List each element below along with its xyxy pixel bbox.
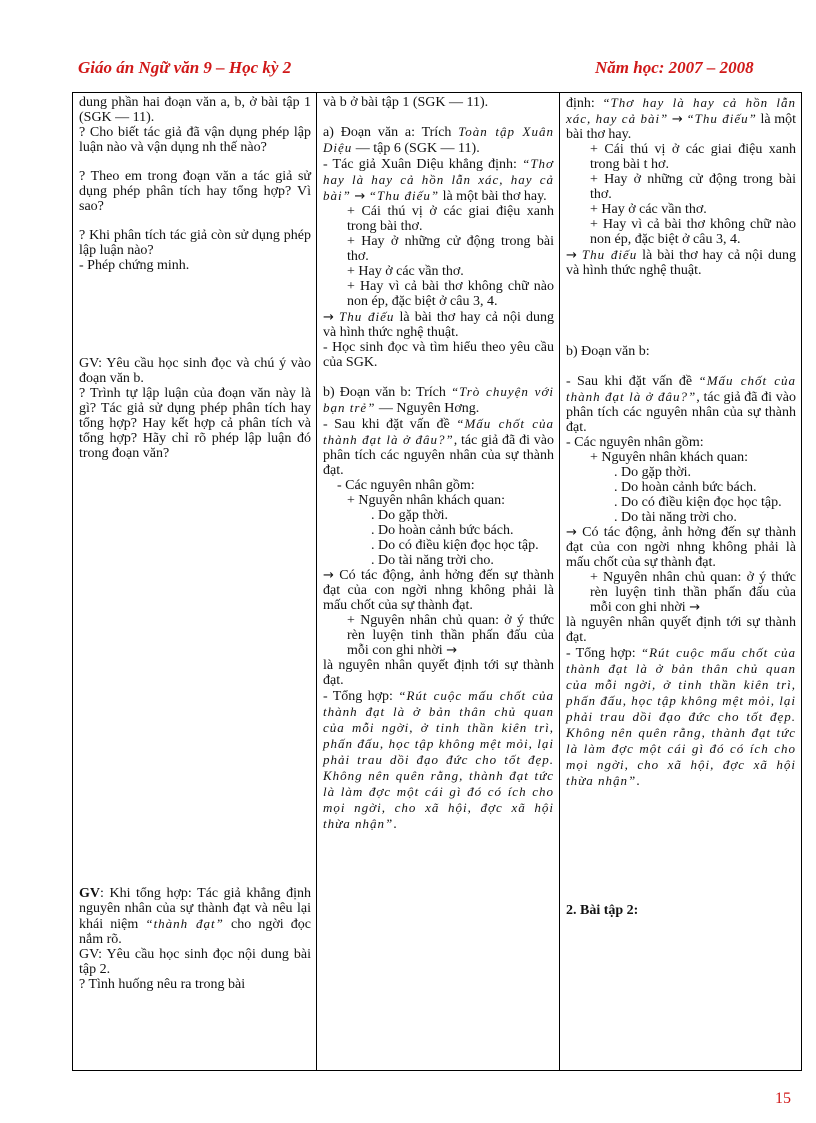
text-line: là nguyên nhân quyết định tới sự thành đạt. bbox=[323, 658, 554, 688]
page-number: 15 bbox=[775, 1090, 791, 1107]
teacher-instruction: GV: Yêu cầu học sinh đọc nội dung bài tập 2. bbox=[79, 947, 311, 977]
arrow-right-icon: → bbox=[354, 189, 366, 204]
header-right-year: Năm học: 2007 – 2008 bbox=[595, 58, 754, 77]
text-span: là một bài thơ hay. bbox=[439, 189, 547, 204]
text-span: - Tác giả Xuân Diệu khẳng định: bbox=[323, 157, 523, 172]
arrow-right-icon: → bbox=[689, 600, 701, 615]
text-span: cho ngời đọc nắm rõ. bbox=[79, 917, 311, 947]
text-span: , tác giả đã đi vào phân tích các nguyên nhân của sự thành đạt. bbox=[323, 433, 554, 478]
list-item: + Hay vì cả bài thơ không chữ nào non ép, đặc biệt ở câu 3, 4. bbox=[590, 217, 796, 247]
synthesis-text bbox=[323, 688, 554, 832]
arrow-right-icon: → bbox=[323, 568, 334, 583]
quote-span: “Rút cuộc mấu chốt của thành đạt là ở bản thân chủ quan của mỗi ngời, ở tinh thần kiên trì, phấn đấu, học tập không mệt mỏi, lại phải trau dồi đạo đức cho tốt đẹp. Không nên quên rằng, thành đạt tức là làm đợc một cái gì đó có ích cho mọi ngời, cho xã hội, đợc xã hội thừa nhận” bbox=[566, 645, 796, 788]
list-item: . Do có điều kiện đọc học tập. bbox=[371, 538, 539, 553]
title-span: Thu điếu bbox=[338, 309, 395, 324]
text-span: + Nguyên nhân chủ quan: ở ý thức rèn luyện tinh thần phấn đấu của mỗi con ghi nhời bbox=[590, 570, 796, 615]
claim-text bbox=[323, 156, 554, 204]
quote-span: “Thu điếu” bbox=[368, 188, 440, 203]
text-span: - Tổng hợp: bbox=[323, 689, 399, 704]
text-span: + Nguyên nhân chủ quan: ở ý thức rèn luyện tinh thần phấn đấu của mỗi con ghi nhời bbox=[347, 613, 554, 658]
text-span: . bbox=[636, 774, 640, 789]
conclusion-text bbox=[323, 309, 554, 340]
text-span: định: bbox=[566, 96, 603, 111]
text-span: b) Đoạn văn b: Trích bbox=[323, 385, 451, 400]
synthesis-text bbox=[566, 645, 796, 789]
quote-span: “Thơ hay là hay cả hồn lẫn xác, hay cả bài” bbox=[323, 156, 554, 203]
section-heading: 2. Bài tập 2: bbox=[566, 903, 639, 918]
text-span: là bài thơ hay cả nội dung và hình thức nghệ thuật. bbox=[566, 248, 796, 278]
gv-label: GV bbox=[79, 886, 100, 901]
conclusion-text bbox=[566, 525, 796, 570]
arrow-right-icon: → bbox=[323, 310, 334, 325]
text-span: - Sau khi đặt vấn đề bbox=[323, 417, 457, 432]
analysis-text bbox=[566, 373, 796, 435]
list-item bbox=[566, 570, 796, 615]
list-item: . Do gặp thời. bbox=[371, 508, 449, 523]
title-span: “Trò chuyện với bạn trẻ” bbox=[323, 384, 554, 415]
list-item: + Nguyên nhân khách quan: bbox=[347, 493, 505, 508]
question-text: ? Theo em trong đoạn văn a tác giả sử dụng phép phân tích hay tổng hợp? Vì sao? bbox=[79, 169, 311, 214]
list-item: + Hay ở những cử động trong bài thơ. bbox=[590, 172, 796, 202]
quote-span: “Rút cuộc mấu chốt của thành đạt là ở bản thân chủ quan của mỗi ngời, ở tinh thần kiên trì, phấn đấu, học tập không mệt mỏi, lại phải trau dồi đạo đức cho tốt đẹp. Không nên quên rằng, thành đạt tức là làm đợc một cái gì đó có ích cho mọi ngời, cho xã hội, đợc xã hội thừa nhận” bbox=[323, 688, 554, 831]
text-line: dung phần hai đoạn văn a, b, ở bài tập 1 (SGK — 11). bbox=[79, 95, 311, 125]
arrow-right-icon: → bbox=[566, 525, 577, 540]
quote-span: “Thu điếu” bbox=[686, 111, 757, 126]
header-left-title: Giáo án Ngữ văn 9 – Học kỳ 2 bbox=[78, 58, 292, 77]
list-item bbox=[323, 613, 554, 658]
list-item: + Cái thú vị ở các giai điệu xanh trong bài thơ. bbox=[347, 204, 554, 234]
list-item: . Do hoàn cảnh bức bách. bbox=[371, 523, 514, 538]
text-span: — tập 6 (SGK — 11). bbox=[352, 141, 480, 156]
text-line: và b ở bài tập 1 (SGK — 11). bbox=[323, 95, 489, 110]
arrow-right-icon: → bbox=[566, 248, 577, 263]
quote-span: “thành đạt” bbox=[145, 916, 224, 931]
question-text: ? Tình huống nêu ra trong bài bbox=[79, 977, 246, 992]
question-text: ? Khi phân tích tác giả còn sử dụng phép lập luận nào? bbox=[79, 228, 311, 258]
list-item: . Do hoàn cảnh bức bách. bbox=[614, 480, 757, 495]
list-item: + Nguyên nhân khách quan: bbox=[590, 450, 748, 465]
list-item: + Hay ở những cử động trong bài thơ. bbox=[347, 234, 554, 264]
text-span: Có tác động, ảnh hởng đến sự thành đạt của con ngời nhng không phải là mấu chốt của sự thành đạt. bbox=[566, 525, 796, 570]
quote-span: “Thơ hay là hay cả hồn lẫn xác, hay cả bài” bbox=[566, 95, 797, 126]
answer-text: - Phép chứng minh. bbox=[79, 258, 190, 273]
question-text: ? Trình tự lập luận của đoạn văn này là gì? Tác giả sử dụng phép phân tích hay tổng hợp? Hay kết hợp cả phân tích và tổng hợp? Hãy chỉ rõ phép lập luận đó trong đoạn văn? bbox=[79, 386, 311, 461]
list-item: . Do tài năng trời cho. bbox=[371, 553, 494, 568]
text-span: - Tổng hợp: bbox=[566, 646, 641, 661]
text-span: Có tác động, ảnh hởng đến sự thành đạt của con ngời nhng không phải là mấu chốt của sự thành đạt. bbox=[323, 568, 554, 613]
analysis-text bbox=[323, 416, 554, 478]
teacher-note bbox=[79, 886, 311, 947]
text-span: là bài thơ hay cả nội dung và hình thức nghệ thuật. bbox=[323, 310, 555, 340]
arrow-right-icon: → bbox=[671, 112, 683, 127]
text-line: là nguyên nhân quyết định tới sự thành đạt. bbox=[566, 615, 796, 645]
text-span: . bbox=[393, 817, 397, 832]
text-span: , tác giả đã đi vào phân tích các nguyên nhân của sự thành đạt. bbox=[566, 390, 796, 435]
lesson-table bbox=[72, 92, 802, 1071]
list-item: + Cái thú vị ở các giai điệu xanh trong bài t hơ. bbox=[590, 142, 796, 172]
column-lesson-content bbox=[560, 93, 801, 1070]
paragraph-heading bbox=[323, 384, 554, 416]
list-item: + Hay vì cả bài thơ không chữ nào non ép, đặc biệt ở câu 3, 4. bbox=[347, 279, 554, 309]
paragraph-heading: b) Đoạn văn b: bbox=[566, 344, 650, 359]
text-span: là một bài thơ hay. bbox=[566, 112, 797, 142]
text-span: : Khi tổng hợp: Tác giả khẳng định nguyên nhân của sự thành đạt và nêu lại khái niệm bbox=[79, 886, 311, 932]
title-span: Thu điếu bbox=[581, 247, 638, 262]
text-span: — Nguyên Hơng. bbox=[375, 401, 480, 416]
paragraph-heading bbox=[323, 124, 554, 156]
list-item: - Các nguyên nhân gồm: bbox=[566, 435, 704, 450]
teacher-instruction: GV: Yêu cầu học sinh đọc và chú ý vào đoạn văn b. bbox=[79, 356, 311, 386]
text-span: a) Đoạn văn a: Trích bbox=[323, 125, 459, 140]
column-student-activity bbox=[317, 93, 560, 1070]
list-item: . Do gặp thời. bbox=[614, 465, 692, 480]
quote-span: “Mấu chốt của thành đạt là ở đâu?” bbox=[566, 373, 796, 404]
title-span: Toàn tập Xuân Diệu bbox=[323, 124, 555, 155]
text-span: - Sau khi đặt vấn đề bbox=[566, 374, 699, 389]
list-item: . Do có điều kiện đọc học tập. bbox=[614, 495, 782, 510]
question-text: ? Cho biết tác giả đã vận dụng phép lập luận nào và vận dụng nh thế nào? bbox=[79, 125, 311, 155]
list-item: - Các nguyên nhân gồm: bbox=[337, 478, 475, 493]
list-item: . Do tài năng trời cho. bbox=[614, 510, 737, 525]
list-item: + Hay ở các vần thơ. bbox=[590, 202, 707, 217]
text-line: - Học sinh đọc và tìm hiểu theo yêu cầu của SGK. bbox=[323, 340, 554, 370]
list-item: + Hay ở các vần thơ. bbox=[347, 264, 464, 279]
quote-span: “Mấu chốt của thành đạt là ở đâu?” bbox=[323, 416, 554, 447]
claim-text bbox=[566, 95, 796, 142]
column-teacher-activity bbox=[73, 93, 317, 1070]
arrow-right-icon: → bbox=[446, 643, 458, 658]
conclusion-text bbox=[566, 247, 796, 278]
conclusion-text bbox=[323, 568, 554, 613]
